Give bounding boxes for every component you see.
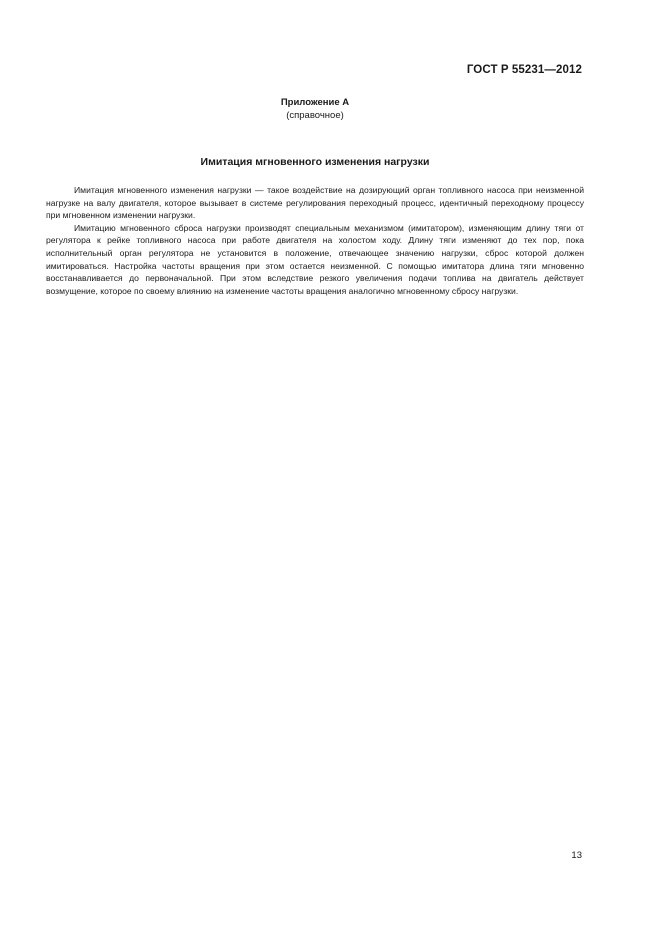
appendix-title: Приложение А [280, 97, 350, 108]
section-heading: Имитация мгновенного изменения нагрузки [200, 156, 430, 168]
section-body [46, 184, 584, 297]
paragraph: Имитацию мгновенного сброса нагрузки производят специальным механизмом (имитатором), изменяющим длину тяги от регулятора к рейке топливного насоса при работе двигателя на холостом ходу. Длину тяги изменяют до тех пор, пока исполнительный орган регулятора не установится в положение, отвечающее значению нагрузки, сброс которой должен имитироваться. Настройка частоты вращения при этом остается неизменной. С помощью имитатора длина тяги мгновенно восстанавливается до первоначальной. При этом вследствие резкого увеличения подачи топлива на двигатель действует возмущение, которое по своему влиянию на изменение частоты вращения аналогично мгновенному сбросу нагрузки. [46, 222, 584, 296]
page-number: 13 [571, 850, 582, 861]
document-code: ГОСТ Р 55231—2012 [466, 64, 582, 76]
appendix-type: (справочное) [286, 110, 344, 121]
appendix-header [0, 96, 630, 122]
paragraph: Имитация мгновенного изменения нагрузки — такое воздействие на дозирующий орган топливного насоса при неизменной нагрузке на валу двигателя, которое вызывает в системе регулирования переходный процесс, идентичный переходному процессу при мгновенном изменении нагрузки. [46, 185, 584, 221]
